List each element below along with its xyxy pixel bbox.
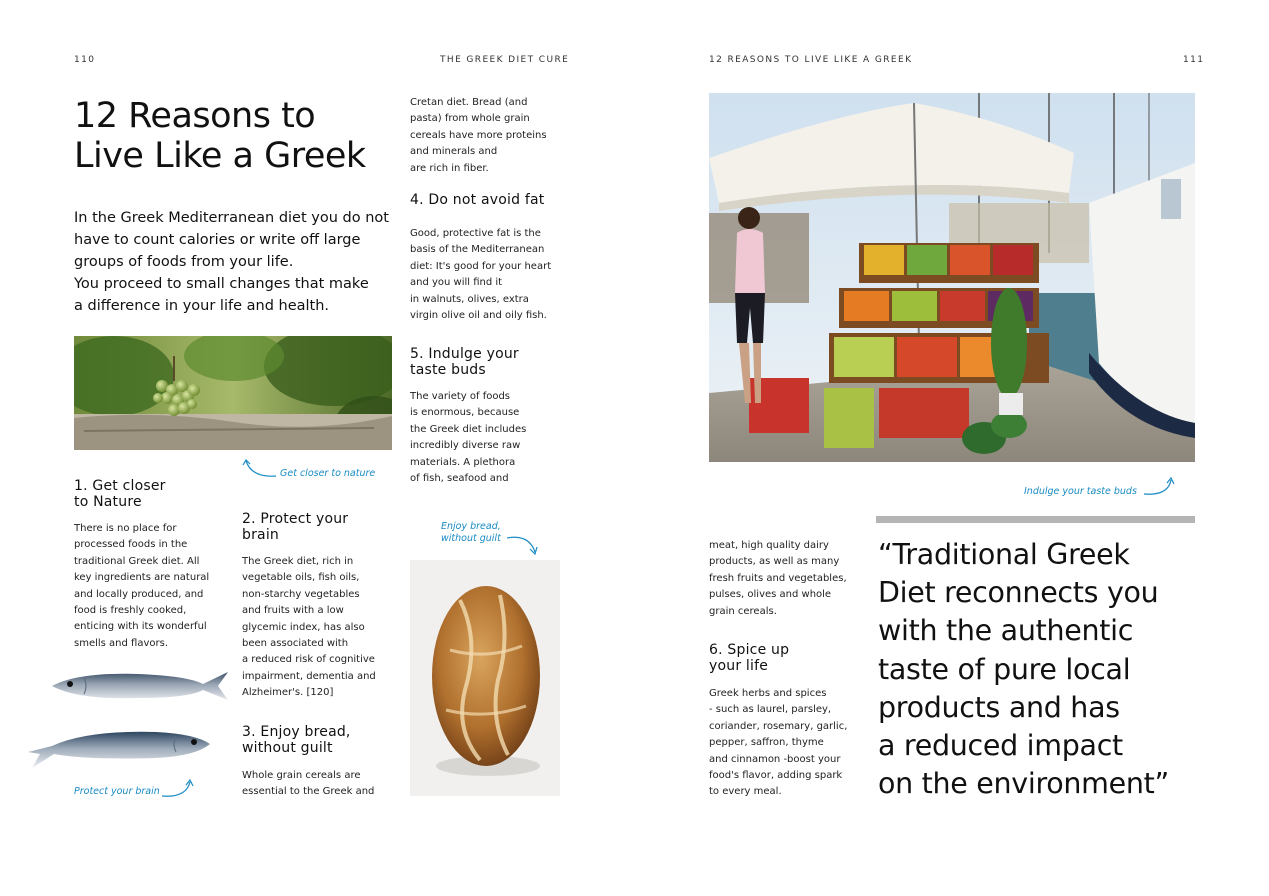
body-line: Whole grain cereals are (242, 770, 361, 781)
section-6-heading (709, 642, 869, 674)
section-1-body (74, 521, 234, 652)
title-line: Live Like a Greek (74, 136, 366, 176)
body-line: to every meal. (709, 786, 782, 798)
body-line: cereals have more proteins (410, 129, 547, 141)
body-line: and cinnamon -boost your (709, 753, 841, 765)
body-line: and you will find it (410, 277, 503, 289)
intro-line: have to count calories or write off large (74, 232, 361, 248)
quote-line: “Traditional Greek (878, 538, 1130, 571)
heading-line: without guilt (242, 740, 333, 756)
heading-line: brain (242, 527, 279, 543)
body-line: The Greek diet, rich in (242, 556, 354, 567)
body-line: fresh fruits and vegetables, (709, 572, 847, 584)
grapes-photo (74, 336, 392, 450)
arrow-nature-icon (242, 458, 278, 480)
body-line: pepper, saffron, thyme (709, 737, 824, 749)
intro-line: groups of foods from your life. (74, 254, 294, 270)
body-line: are rich in fiber. (410, 162, 489, 174)
intro-paragraph (74, 207, 394, 317)
body-line: food is freshly cooked, (74, 605, 187, 617)
body-line: is enormous, because (410, 407, 520, 419)
body-line: vegetable oils, fish oils, (242, 572, 360, 584)
quote-line: on the environment” (878, 767, 1169, 801)
quote-rule (876, 516, 1195, 523)
arrow-bread-icon (505, 532, 539, 556)
body-line: traditional Greek diet. All (74, 555, 200, 567)
quote-line: with the authentic (878, 614, 1134, 648)
bread-photo (410, 560, 560, 796)
body-line: the Greek diet includes (410, 423, 527, 435)
caption-line: Enjoy bread, (441, 521, 501, 532)
body-line: incredibly diverse raw (410, 440, 521, 452)
section-4-heading (410, 192, 570, 208)
sardine-image (26, 724, 212, 772)
body-line: glycemic index, has also (242, 621, 365, 633)
section-3-body (242, 768, 402, 801)
body-line: non-starchy vegetables (242, 588, 360, 600)
section-2-heading (242, 511, 402, 543)
body-line: materials. A plethora (410, 456, 516, 468)
section-6-body (709, 686, 869, 801)
heading-line: 4. Do not avoid fat (410, 192, 545, 208)
heading-line: taste buds (410, 362, 486, 378)
body-line: key ingredients are natural (74, 572, 210, 584)
section-4-body (410, 226, 570, 324)
heading-line: to Nature (74, 494, 142, 510)
body-line: Greek herbs and spices (709, 688, 827, 699)
column3-continuation (410, 95, 570, 177)
body-line: in walnuts, olives, extra (410, 293, 529, 305)
body-line: and locally produced, and (74, 588, 204, 600)
body-line: Alzheimer's. [120] (242, 687, 334, 699)
caption-line: without guilt (441, 533, 501, 544)
body-line: Good, protective fat is the (410, 228, 541, 239)
body-line: coriander, rosemary, garlic, (709, 720, 848, 732)
page-number-right: 111 (1183, 55, 1205, 65)
quote-line: a reduced impact (878, 729, 1123, 763)
body-line: There is no place for (74, 523, 177, 534)
body-line: of fish, seafood and (410, 473, 509, 485)
pull-quote (878, 536, 1198, 803)
sardine-image (48, 666, 230, 706)
page-title (74, 96, 414, 176)
market-stall-photo (709, 93, 1195, 462)
body-line: enticing with its wonderful (74, 621, 207, 633)
continuation-text (709, 538, 869, 620)
body-line: essential to the Greek and (242, 786, 375, 798)
arrow-brain-icon (160, 778, 194, 800)
body-line: pulses, olives and whole (709, 589, 832, 601)
body-line: virgin olive oil and oily fish. (410, 310, 547, 322)
body-line: Cretan diet. Bread (and (410, 97, 528, 108)
intro-line: You proceed to small changes that make (74, 276, 369, 292)
section-5-body (410, 389, 570, 487)
intro-line: In the Greek Mediterranean diet you do not (74, 210, 389, 226)
body-line: been associated with (242, 638, 349, 650)
title-line: 12 Reasons to (74, 96, 316, 136)
page-number-left: 110 (74, 55, 96, 65)
body-line: and minerals and (410, 146, 498, 158)
body-line: impairment, dementia and (242, 670, 376, 682)
body-line: diet: It's good for your heart (410, 260, 552, 272)
body-line: grain cereals. (709, 605, 777, 617)
body-line: smells and flavors. (74, 637, 169, 649)
running-head-right: 12 REASONS TO LIVE LIKE A GREEK (709, 55, 913, 65)
body-line: and fruits with a low (242, 605, 344, 617)
body-line: pasta) from whole grain (410, 113, 530, 125)
body-line: - such as laurel, parsley, (709, 704, 832, 716)
section-2-body (242, 554, 402, 702)
body-line: food's flavor, adding spark (709, 770, 843, 782)
heading-line: 6. Spice up (709, 642, 790, 658)
section-1-heading (74, 478, 234, 510)
intro-line: a difference in your life and health. (74, 298, 330, 314)
running-head-left: THE GREEK DIET CURE (440, 55, 570, 65)
body-line: products, as well as many (709, 556, 840, 568)
body-line: a reduced risk of cognitive (242, 654, 375, 666)
section-3-heading (242, 724, 402, 756)
section-5-heading (410, 346, 570, 378)
body-line: meat, high quality dairy (709, 540, 829, 551)
heading-line: 1. Get closer (74, 478, 166, 494)
body-line: The variety of foods (410, 391, 511, 402)
heading-line: 2. Protect your (242, 511, 349, 527)
body-line: processed foods in the (74, 539, 188, 551)
heading-line: your life (709, 658, 769, 674)
caption-bread (441, 521, 501, 545)
quote-line: Diet reconnects you (878, 576, 1159, 610)
caption-taste-buds: Indulge your taste buds (1024, 486, 1137, 497)
body-line: basis of the Mediterranean (410, 244, 545, 256)
caption-brain: Protect your brain (74, 786, 160, 797)
caption-nature: Get closer to nature (280, 468, 376, 479)
heading-line: 3. Enjoy bread, (242, 724, 351, 740)
arrow-taste-icon (1142, 476, 1176, 498)
heading-line: 5. Indulge your (410, 346, 519, 362)
quote-line: taste of pure local (878, 652, 1131, 686)
quote-line: products and has (878, 690, 1120, 724)
